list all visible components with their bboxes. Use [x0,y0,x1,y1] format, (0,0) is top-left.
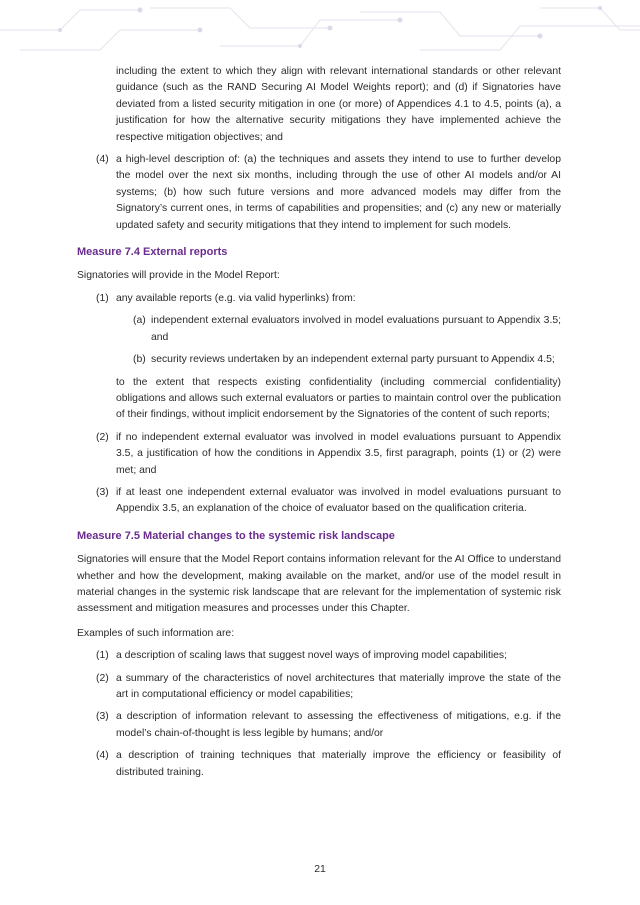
item-number: (2) [96,431,109,443]
item-text: if at least one independent external evaluator was involved in model evaluations pursuant to Appendix 3.5, an explanation of the choice of evaluator based on the qualification criteria. [116,486,561,515]
header-circuit-decoration [0,0,640,56]
list-item [77,291,561,307]
list-item [77,430,561,479]
item-number: (3) [96,711,109,723]
item-number: (1) [96,650,109,662]
section-heading-7-5: Measure 7.5 Material changes to the systemic risk landscape [77,529,395,542]
item-text: a description of information relevant to assessing the effectiveness of mitigations, e.g. if the model’s chain-of-thought is less legible by humans; and/or [116,711,561,739]
item-continuation: to the extent that respects existing confidentiality (including commercial confidentiality) obligations and allows such external evaluators or parties to maintain control over the publication of their findings, without implicit endorsement by the Signatories of the content of such reports; [116,376,561,421]
item-number: (3) [96,486,109,498]
sub-list-item [77,313,561,346]
item-number: (4) [96,154,109,166]
examples-intro: Examples of such information are: [77,627,235,639]
list-item [77,671,561,704]
list-item [77,648,561,664]
item-text: a high-level description of: (a) the techniques and assets they intend to use to further develop the model over the next six months, including through the use of other AI models and/or AI systems; (b) how such future versions and more advanced models may differ from the Signatory’s current ones, in terms of capabilities and propensities; and (c) any new or materially updated safety and security mitigations that they intend to implement for such models. [116,154,561,231]
section-intro: Signatories will provide in the Model Report: [77,270,280,282]
sub-item-letter: (a) [133,315,146,327]
item-number: (1) [96,292,109,304]
list-item [77,709,561,742]
item-text: a description of scaling laws that suggest novel ways of improving model capabilities; [116,650,508,662]
list-item [77,152,561,234]
page-number: 21 [314,864,326,875]
sub-list-item [77,352,561,368]
item-number: (2) [96,672,109,684]
sub-item-text: security reviews undertaken by an independent external party pursuant to Appendix 4.5; [151,354,555,366]
item-text: a description of training techniques that materially improve the efficiency or feasibility of distributed training. [116,750,561,778]
item-text: if no independent external evaluator was involved in model evaluations pursuant to Appendix 3.5, a justification of how the conditions in Appendix 3.5, first paragraph, points (1) or (2) were met; and [116,431,561,476]
sub-item-letter: (b) [133,354,146,366]
item-text: a summary of the characteristics of novel architectures that materially improve the state of the art in computational efficiency or model capabilities; [116,672,561,700]
document-body [77,64,561,781]
item-text: any available reports (e.g. via valid hyperlinks) from: [116,292,356,304]
continuation-paragraph: including the extent to which they align with relevant international standards or other relevant guidance (such as the RAND Securing AI Model Weights report); and (d) if Signatories have deviated from a listed security mitigation in one (or more) of Appendices 4.1 to 4.5, points (a), a justification for how the alternative security mitigations they have implemented achieve the respective mitigation objectives; and [116,66,561,143]
sub-item-text: independent external evaluators involved in model evaluations pursuant to Appendix 3.5; and [151,315,561,343]
section-heading-7-4: Measure 7.4 External reports [77,246,228,259]
section-intro: Signatories will ensure that the Model Report contains information relevant for the AI Office to understand whether and how the development, making available on the market, and/or use of the model result in material changes in the systemic risk landscape that are relevant for the implementation of systemic risk assessment and mitigation measures and processes under this Chapter. [77,554,561,615]
list-item [77,748,561,781]
list-item [77,485,561,518]
item-number: (4) [96,750,109,762]
